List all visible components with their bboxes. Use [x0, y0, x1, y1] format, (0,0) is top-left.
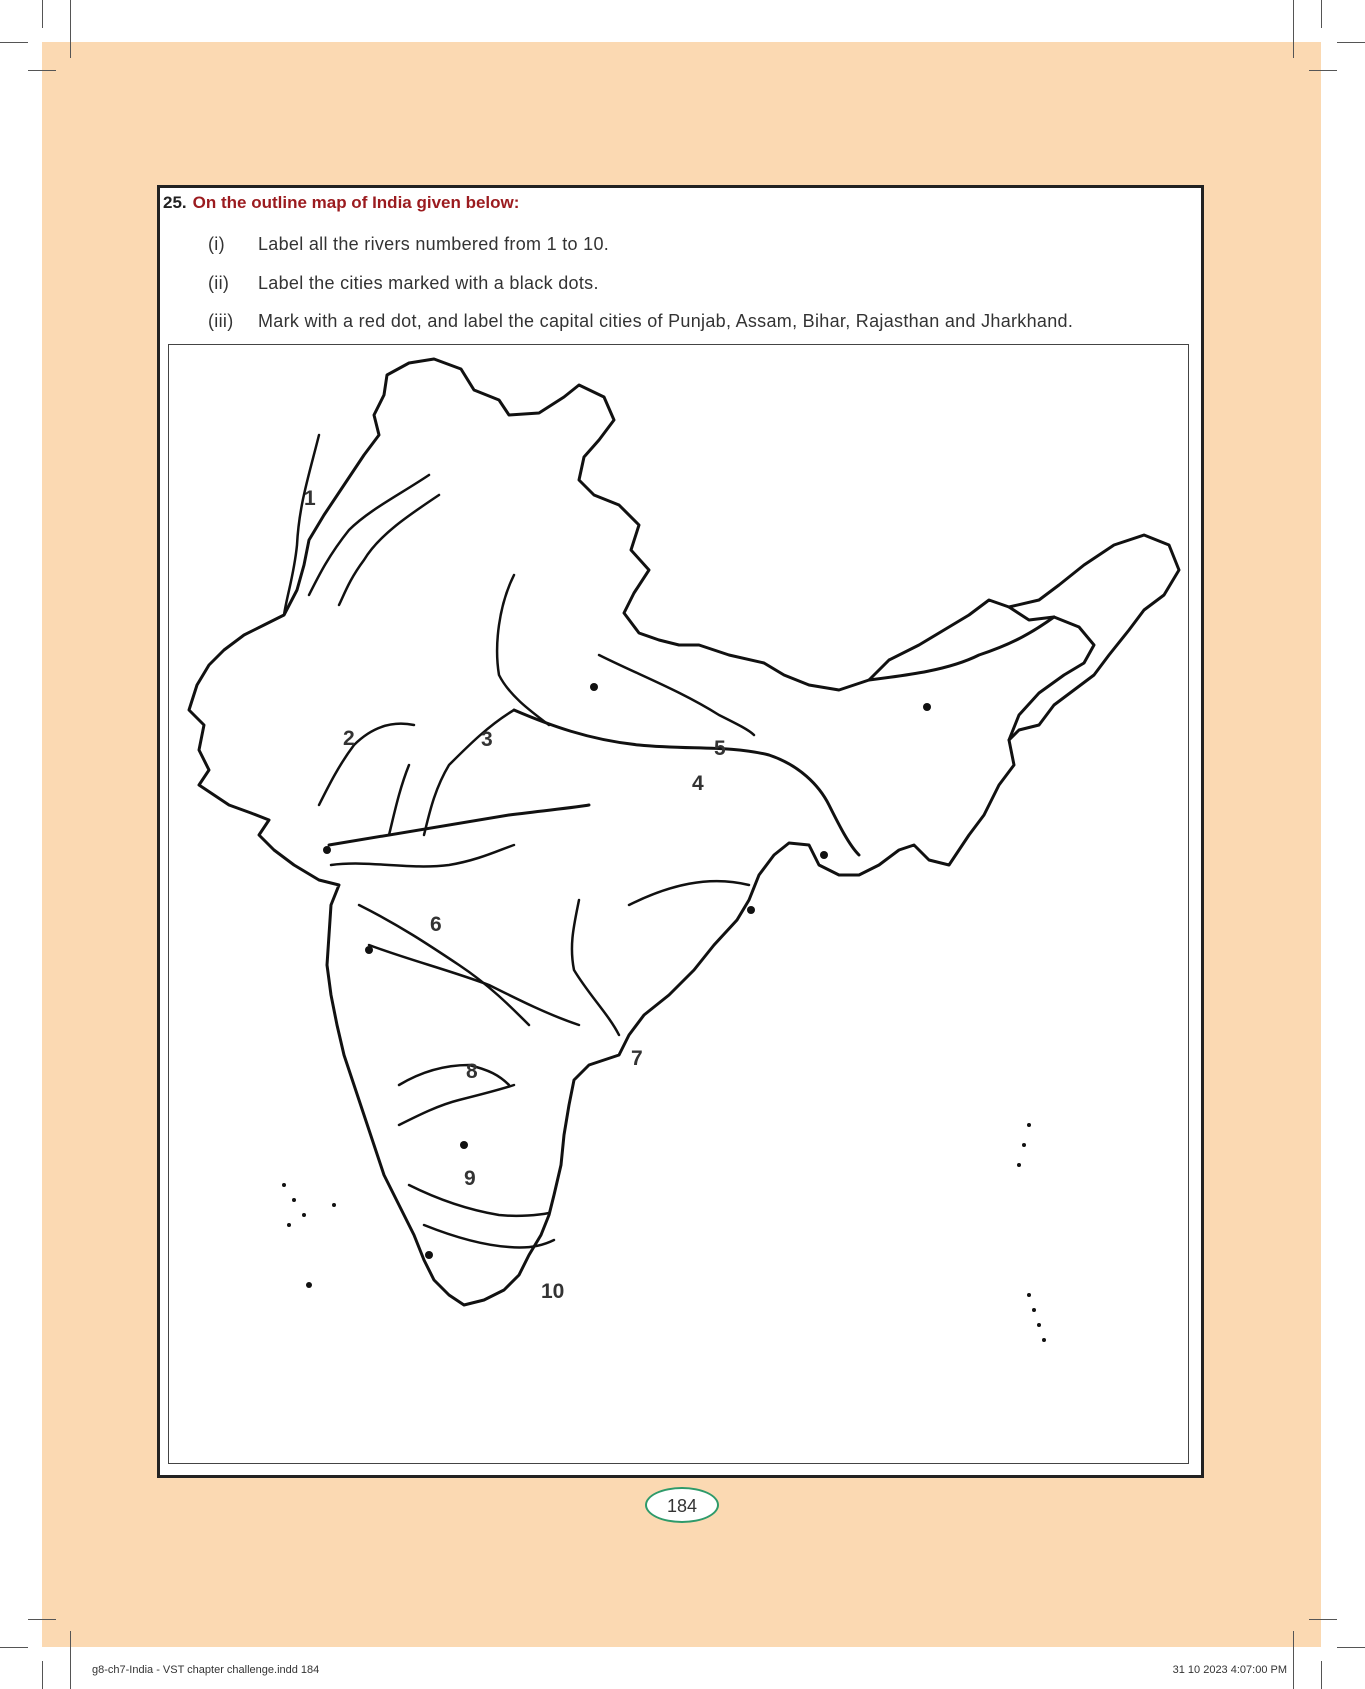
- river-mahanadi: [629, 881, 749, 905]
- river-label-5: 5: [714, 737, 726, 760]
- river-label-1: 1: [304, 487, 316, 510]
- island-dot: [1027, 1123, 1031, 1127]
- island-dot: [1017, 1163, 1021, 1167]
- river-label-8: 8: [466, 1060, 478, 1083]
- island-dot: [292, 1198, 296, 1202]
- city-dot: [820, 851, 828, 859]
- india-outline: [189, 359, 1094, 1305]
- island-dot: [1037, 1323, 1041, 1327]
- river-label-10: 10: [541, 1280, 565, 1303]
- river-ganga: [514, 710, 859, 855]
- crop-mark: [1337, 1647, 1365, 1648]
- city-dot: [425, 1251, 433, 1259]
- river-label-2: 2: [343, 727, 355, 750]
- river-label-9: 9: [464, 1167, 476, 1190]
- crop-mark: [0, 42, 28, 43]
- item-number: (i): [208, 234, 225, 254]
- river-label-7: 7: [631, 1047, 643, 1070]
- crop-mark: [1293, 0, 1294, 58]
- item-number: (ii): [208, 273, 230, 293]
- question-title: On the outline map of India given below:: [192, 193, 520, 212]
- item-text: Label all the rivers numbered from 1 to 10.: [258, 234, 610, 254]
- instruction-item: [208, 273, 599, 294]
- city-dot: [590, 683, 598, 691]
- crop-mark: [42, 0, 43, 28]
- river-8: [359, 905, 529, 1025]
- island-dot: [1042, 1338, 1046, 1342]
- island-dot: [1027, 1293, 1031, 1297]
- island-dot: [1032, 1308, 1036, 1312]
- river-10: [409, 1185, 549, 1216]
- river-5: [599, 655, 754, 735]
- river-yamuna: [497, 575, 549, 725]
- city-dot: [365, 946, 373, 954]
- island-dot: [287, 1223, 291, 1227]
- crop-mark: [1309, 70, 1337, 71]
- island-dot: [306, 1282, 312, 1288]
- river-7: [572, 900, 619, 1035]
- question-header: [163, 193, 519, 213]
- city-dot: [460, 1141, 468, 1149]
- island-dot: [282, 1183, 286, 1187]
- crop-mark: [1337, 42, 1365, 43]
- crop-mark: [42, 1661, 43, 1689]
- crop-mark: [1321, 1661, 1322, 1689]
- river-label-4: 4: [692, 772, 704, 795]
- river-chambal: [389, 765, 409, 835]
- river-krishna: [399, 1085, 514, 1125]
- file-slug: g8-ch7-India - VST chapter challenge.indd 184: [92, 1664, 320, 1676]
- crop-mark: [1321, 0, 1322, 28]
- india-outline-map: [168, 344, 1189, 1464]
- river-label-3: 3: [481, 728, 493, 751]
- crop-mark: [1293, 1631, 1294, 1689]
- city-dot: [923, 703, 931, 711]
- river-brahmaputra: [869, 617, 1054, 680]
- river-1-tributary: [309, 475, 429, 595]
- crop-mark: [70, 1631, 71, 1689]
- northeast-outline: [1009, 535, 1179, 740]
- map-svg: [169, 345, 1188, 1463]
- crop-mark: [28, 70, 56, 71]
- city-dot: [747, 906, 755, 914]
- crop-mark: [70, 0, 71, 58]
- item-text: Mark with a red dot, and label the capital cities of Punjab, Assam, Bihar, Rajasthan and Jharkhand.: [258, 311, 1074, 331]
- river-label-6: 6: [430, 913, 442, 936]
- river-godavari: [369, 945, 579, 1025]
- crop-mark: [28, 1619, 56, 1620]
- print-timestamp: 31 10 2023 4:07:00 PM: [1172, 1664, 1287, 1676]
- crop-mark: [0, 1647, 28, 1648]
- island-dot: [302, 1213, 306, 1217]
- question-number: 25.: [163, 193, 187, 212]
- river-6b: [331, 845, 514, 866]
- river-6: [329, 805, 589, 845]
- instruction-item: [208, 234, 609, 255]
- city-dot: [323, 846, 331, 854]
- island-dot: [332, 1203, 336, 1207]
- river-9: [399, 1065, 509, 1085]
- item-text: Label the cities marked with a black dots.: [258, 273, 599, 293]
- crop-mark: [1309, 1619, 1337, 1620]
- river-1-tributary: [339, 495, 439, 605]
- item-number: (iii): [208, 311, 234, 331]
- island-dot: [1022, 1143, 1026, 1147]
- page-number: 184: [645, 1487, 719, 1523]
- instruction-item: [208, 311, 1073, 332]
